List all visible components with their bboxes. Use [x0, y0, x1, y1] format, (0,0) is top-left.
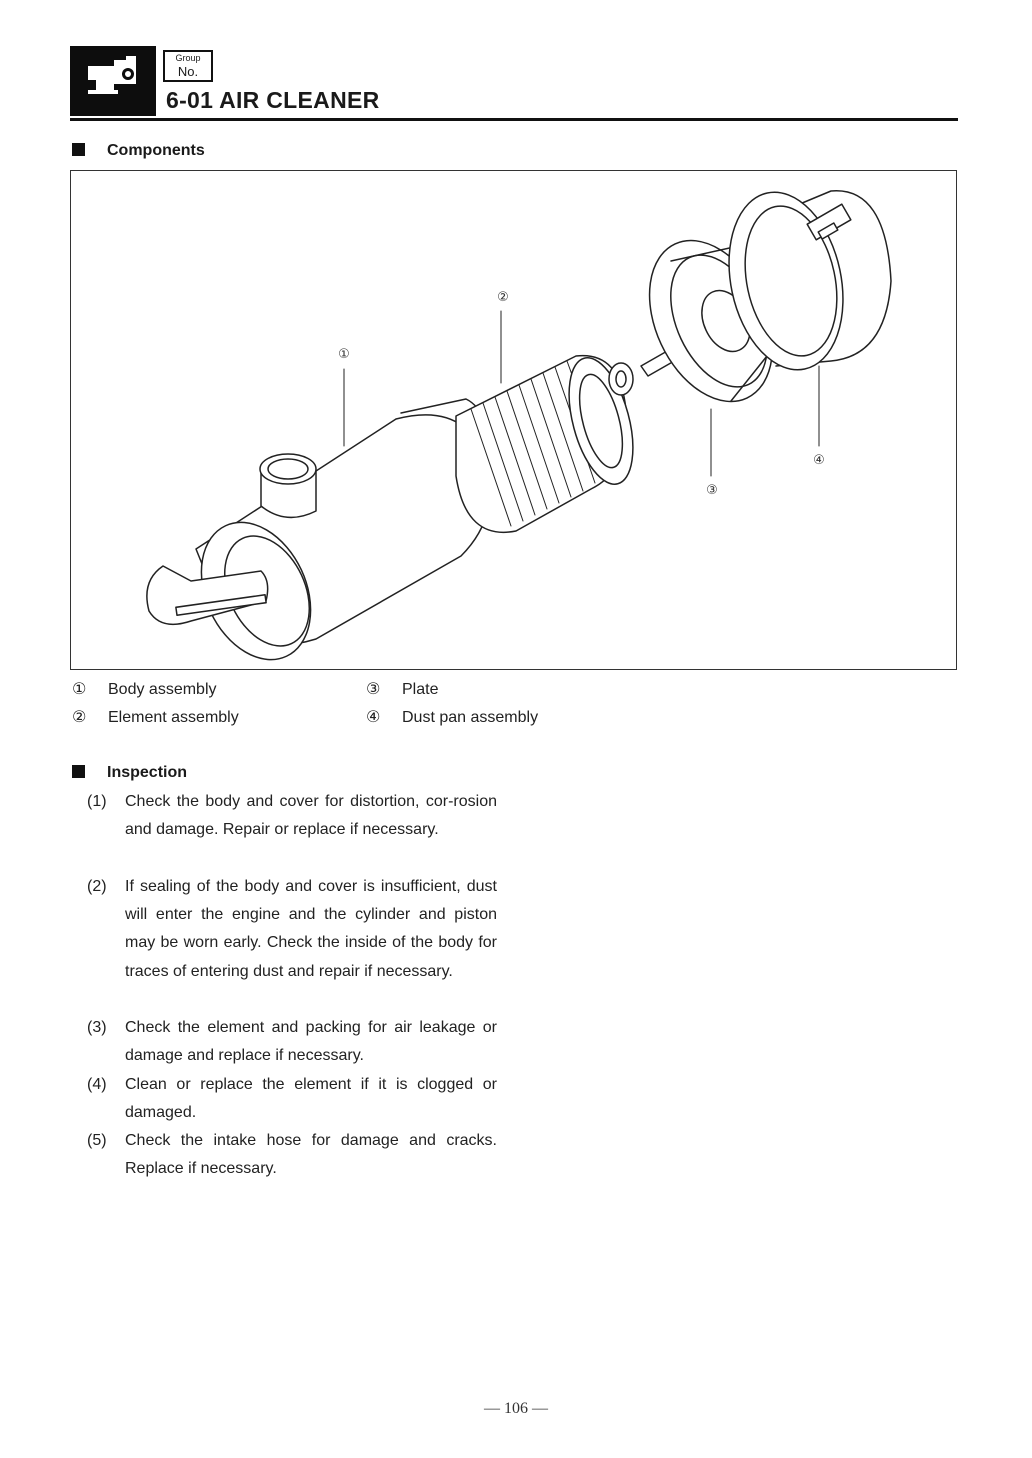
bullet-square-icon: [72, 765, 85, 778]
group-number-box: [163, 50, 213, 82]
engine-logo-icon: [70, 46, 156, 116]
legend-item: [72, 707, 239, 727]
callout-2: ②: [497, 290, 509, 305]
page-title: 6-01 AIR CLEANER: [166, 87, 380, 113]
inspection-item-number: (4): [87, 1076, 107, 1093]
legend-label: Body assembly: [108, 681, 217, 698]
legend-label: Dust pan assembly: [402, 709, 539, 726]
body-assembly-drawing: [147, 399, 496, 669]
components-figure: [70, 170, 957, 670]
legend-label: Plate: [402, 681, 439, 698]
bullet-square-icon: [72, 143, 85, 156]
inspection-item-number: (3): [87, 1019, 107, 1036]
inspection-item-number: (1): [87, 793, 107, 810]
legend-number: ①: [72, 681, 87, 698]
legend-label: Element assembly: [108, 709, 239, 726]
components-heading: [72, 142, 205, 160]
inspection-item-number: (5): [87, 1132, 107, 1149]
callout-4: ④: [813, 453, 825, 468]
group-logo: [70, 46, 156, 116]
header-rule: [70, 118, 958, 121]
callout-1: ①: [338, 347, 350, 362]
legend-number: ②: [72, 709, 87, 726]
inspection-item-text: Check the body and cover for distortion, cor-rosion and damage. Repair or replace if necessary.: [125, 793, 497, 839]
inspection-item-text: If sealing of the body and cover is insufficient, dust will enter the engine and the cylinder and piston may be worn early. Check the inside of the body for traces of entering dust and repair if necessary.: [125, 878, 497, 980]
legend-item: [366, 707, 538, 727]
inspection-item-text: Clean or replace the element if it is clogged or damaged.: [125, 1076, 497, 1122]
inspection-item: [87, 1071, 497, 1127]
inspection-heading: [72, 764, 187, 782]
inspection-item: [87, 1014, 497, 1070]
legend-item: [366, 679, 438, 699]
legend-item: [72, 679, 217, 699]
group-label: Group: [175, 53, 201, 63]
inspection-item: [87, 873, 497, 986]
inspection-heading-text: Inspection: [107, 764, 188, 781]
callout-3: ③: [706, 483, 718, 498]
inspection-item: [87, 1127, 497, 1183]
inspection-item-number: (2): [87, 878, 107, 895]
inspection-item-text: Check the intake hose for damage and cracks. Replace if necessary.: [125, 1132, 497, 1178]
components-heading-text: Components: [107, 142, 205, 159]
air-cleaner-exploded-diagram: [71, 171, 956, 669]
legend-number: ④: [366, 709, 381, 726]
legend-number: ③: [366, 681, 381, 698]
page-number: — 106 —: [484, 1400, 548, 1417]
no-label: No.: [177, 64, 199, 79]
inspection-item-text: Check the element and packing for air leakage or damage and replace if necessary.: [125, 1019, 497, 1065]
inspection-item: [87, 788, 497, 844]
